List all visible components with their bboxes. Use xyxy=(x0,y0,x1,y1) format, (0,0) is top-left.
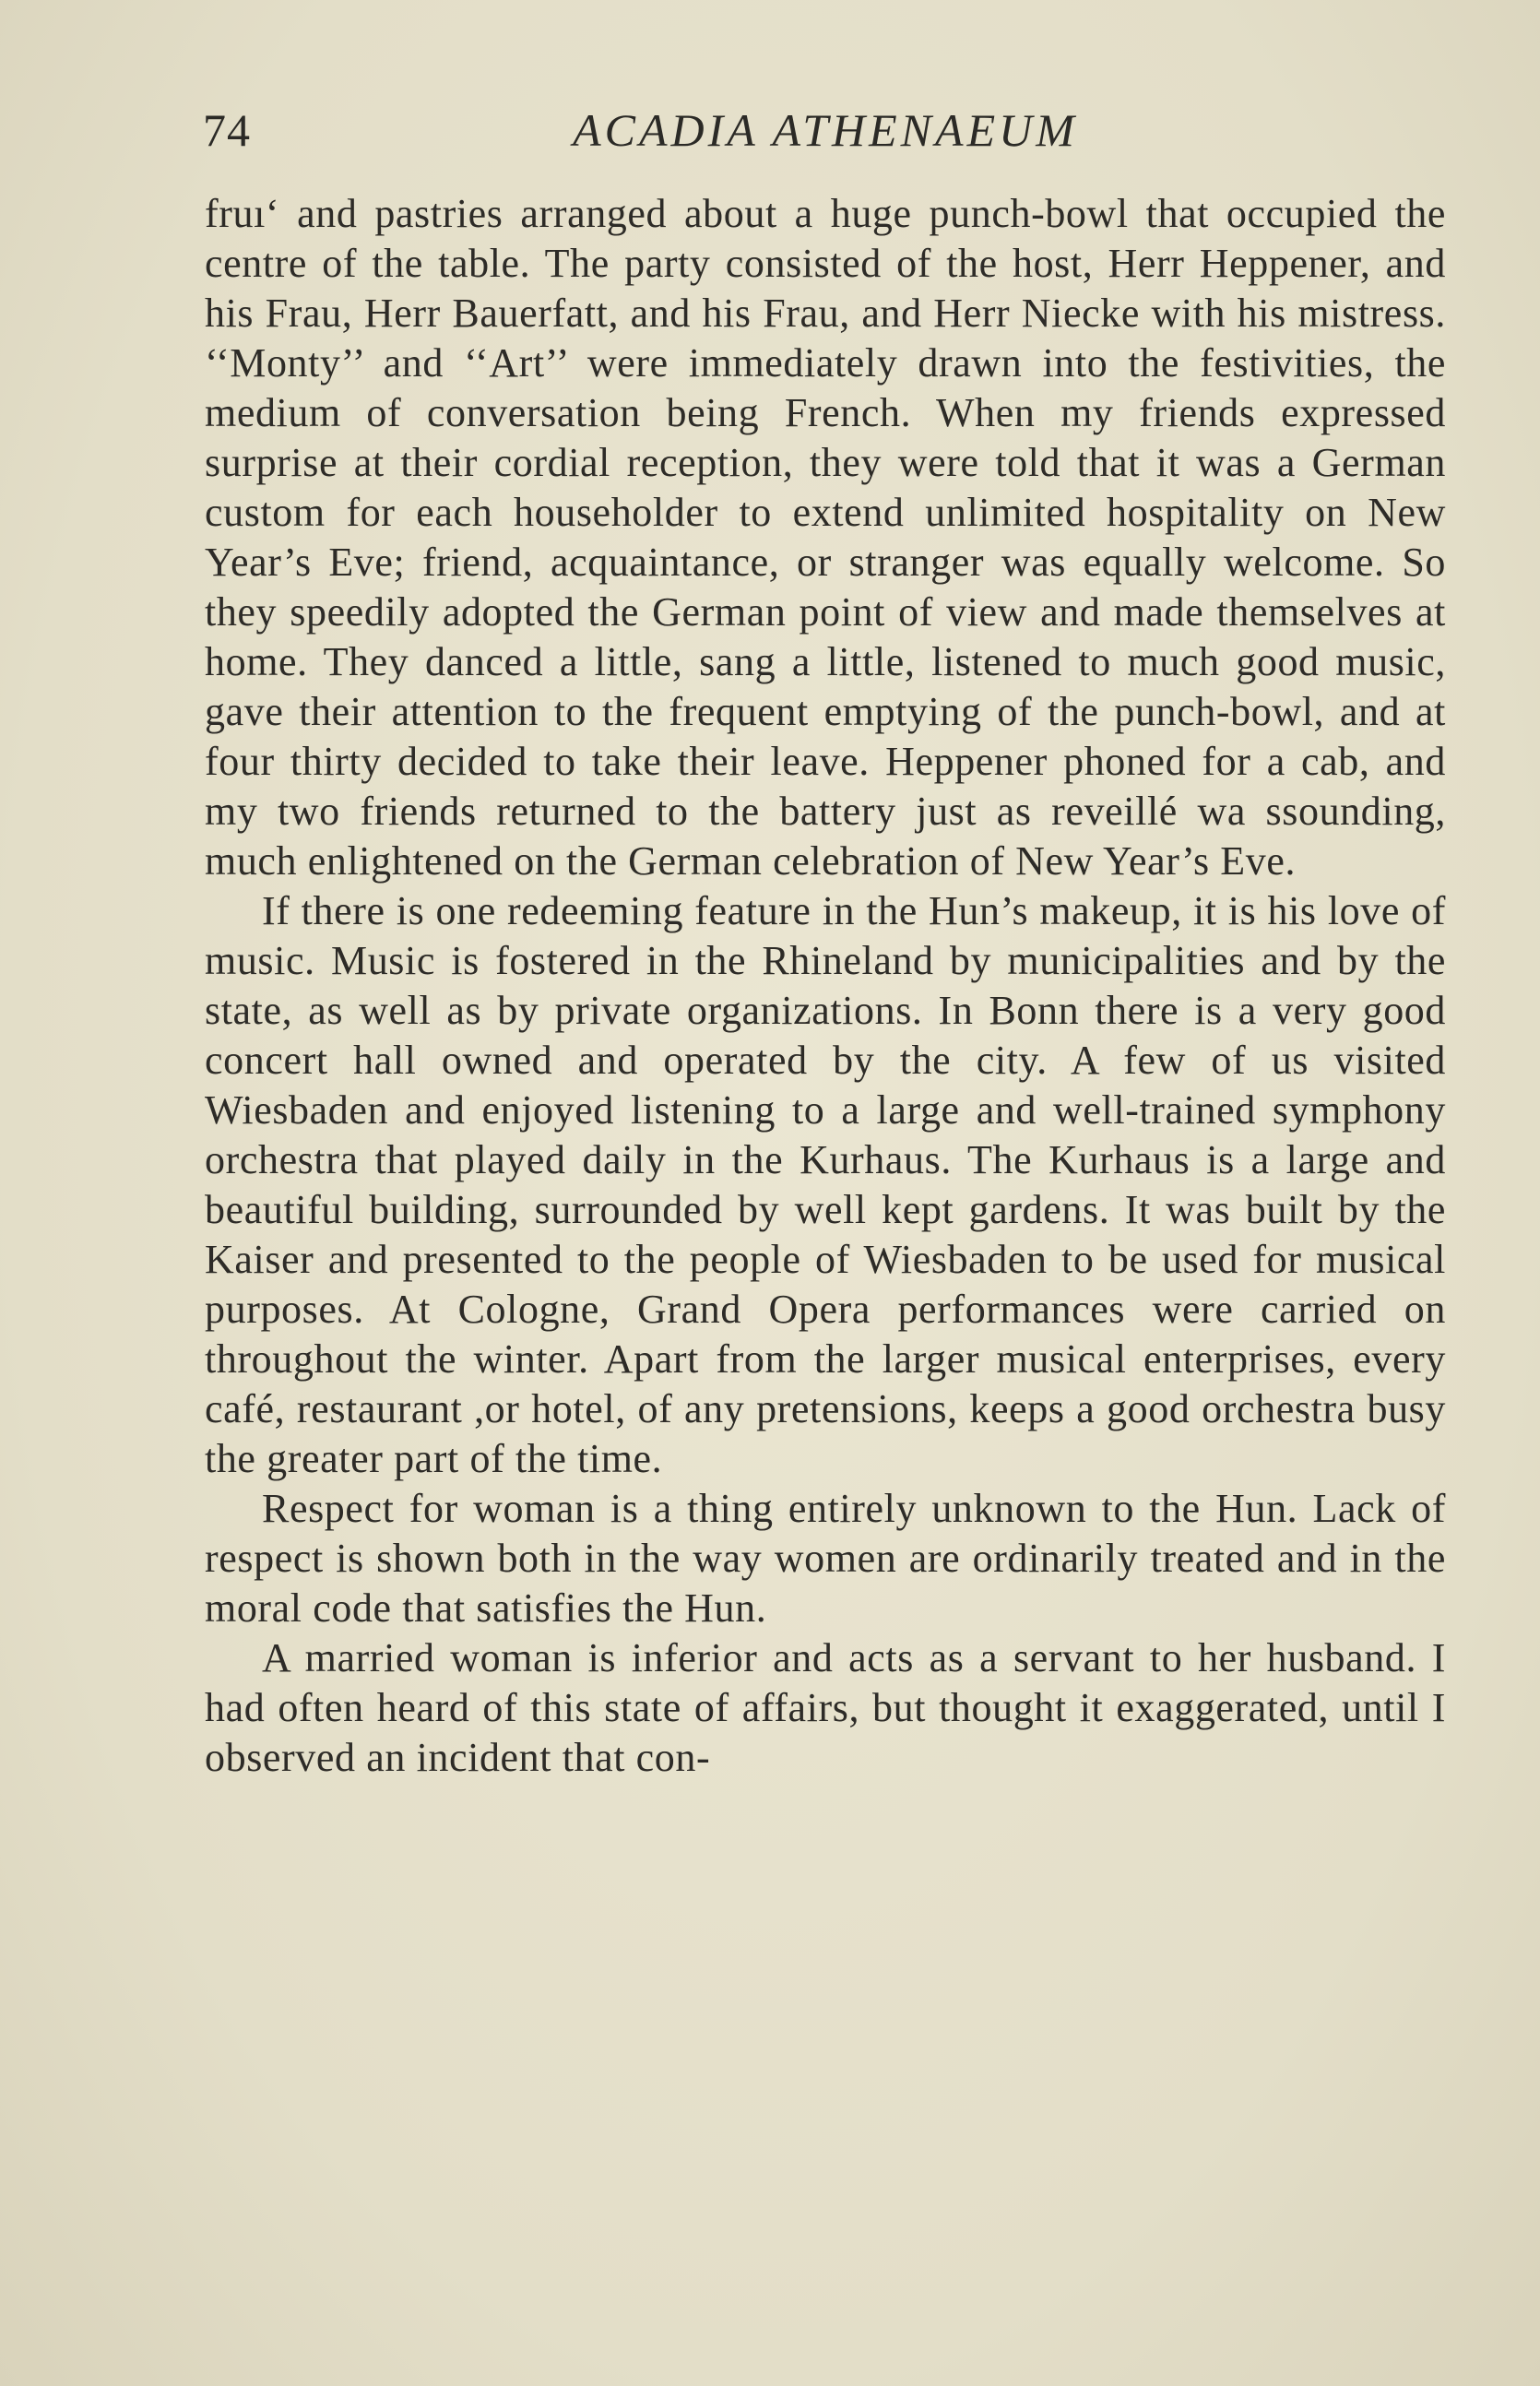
body-text xyxy=(205,189,1446,1783)
running-head: ACADIA ATHENAEUM xyxy=(573,104,1078,156)
paragraph-married-woman: A married woman is inferior and acts as a servant to her husband. I had often heard of this state of affairs, but thought it exaggerated, until I observed an incident that con- xyxy=(205,1635,1446,1780)
paragraph-respect: Respect for woman is a thing entirely unknown to the Hun. Lack of respect is shown both in the way women are ordinarily treated and in the moral code that satisfies the Hun. xyxy=(205,1486,1446,1631)
page-number: 74 xyxy=(203,104,251,156)
page-header xyxy=(203,103,1448,168)
paragraph-music: If there is one redeeming feature in the Hun’s makeup, it is his love of music. Music is fostered in the Rhineland by municipalities and by the state, as well as by private organizations. In Bonn there is a very good concert hall owned and operated by the city. A few of us visited Wiesbaden and enjoyed listening to a large and well-trained symphony orchestra that played daily in the Kurhaus. The Kurhaus is a large and beautiful building, surrounded by well kept gardens. It was built by the Kaiser and presented to the people of Wiesbaden to be used for musical purposes. At Cologne, Grand Opera performances were carried on throughout the winter. Apart from the larger musical enterprises, every café, restaurant ,or hotel, of any pretensions, keeps a good orchestra busy the greater part of the time. xyxy=(205,888,1446,1481)
paragraph-continued: fruıʻ and pastries arranged about a huge punch-bowl that occupied the centre of the table. The party consisted of the host, Herr Heppener, and his Frau, Herr Bauerfatt, and his Frau, and Herr Niecke with his mistress. ‘‘Monty’’ and ‘‘Art’’ were immediately drawn into the festivities, the medium of conversation being French. When my friends expressed surprise at their cordial reception, they were told that it was a German custom for each householder to extend unlimited hospitality on New Year’s Eve; friend, acquaintance, or stranger was equally welcome. So they speedily adopted the German point of view and made themselves at home. They danced a little, sang a little, listened to much good music, gave their attention to the frequent emptying of the punch-bowl, and at four thirty decided to take their leave. Heppener phoned for a cab, and my two friends returned to the battery just as reveillé wa ssounding, much enlightened on the German celebration of New Year’s Eve. xyxy=(205,191,1446,884)
